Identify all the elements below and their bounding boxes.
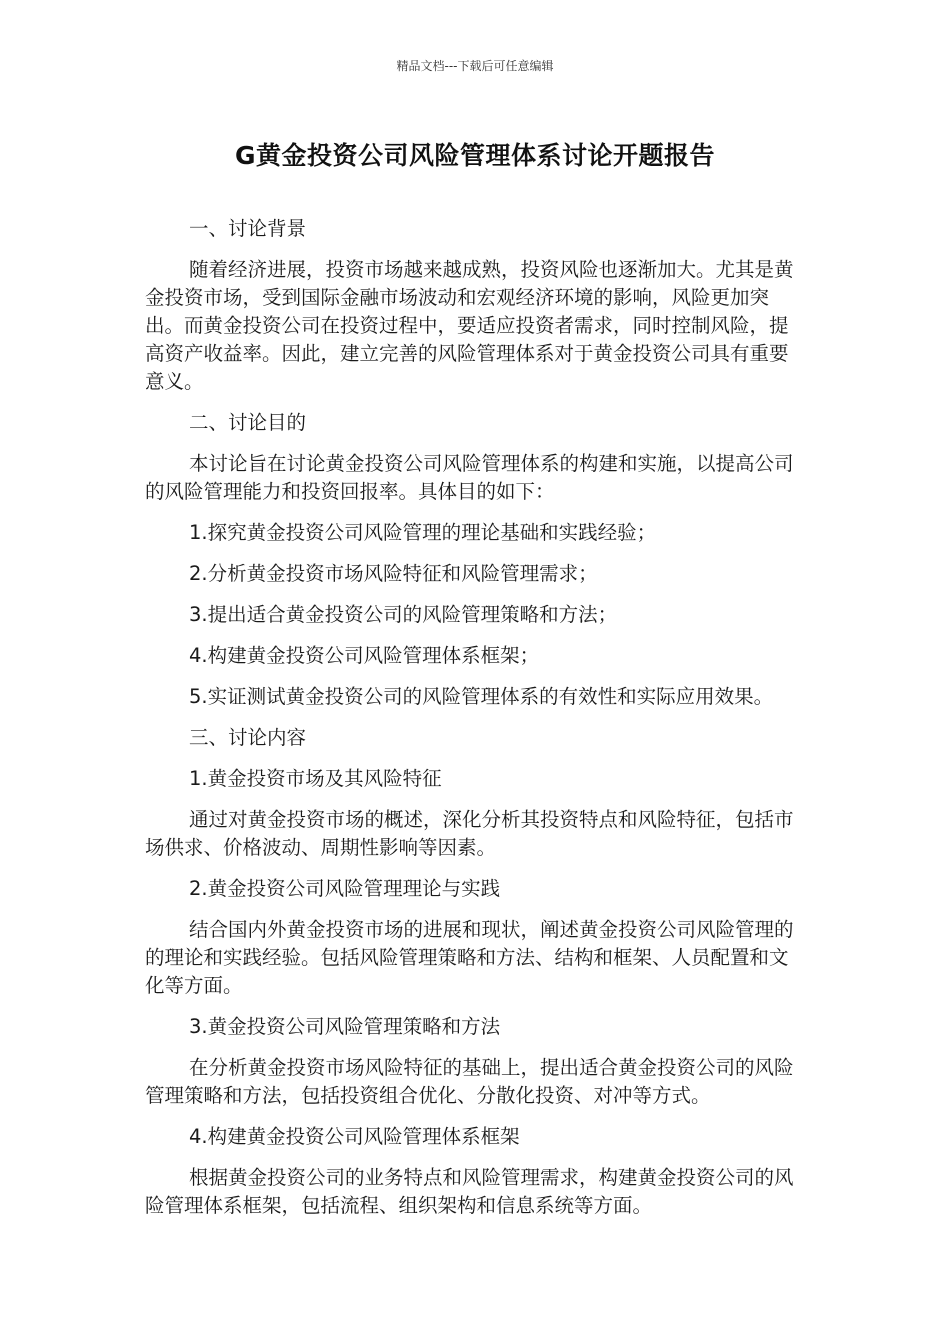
paragraph-background: 随着经济进展，投资市场越来越成熟，投资风险也逐渐加大。尤其是黄金投资市场，受到国际金融市场波动和宏观经济环境的影响，风险更加突出。而黄金投资公司在投资过程中，要适应投资者需求，同时控制风险，提高资产收益率。因此，建立完善的风险管理体系对于黄金投资公司具有重要意义。 xyxy=(145,258,794,393)
paragraph-theory: 结合国内外黄金投资市场的进展和现状，阐述黄金投资公司风险管理的的理论和实践经验。包括风险管理策略和方法、结构和框架、人员配置和文化等方面。 xyxy=(145,918,794,997)
paragraph-market: 通过对黄金投资市场的概述，深化分析其投资特点和风险特征，包括市场供求、价格波动、周期性影响等因素。 xyxy=(145,808,794,859)
purpose-item-5: 5.实证测试黄金投资公司的风险管理体系的有效性和实际应用效果。 xyxy=(189,685,774,708)
subheading-theory: 2.黄金投资公司风险管理理论与实践 xyxy=(189,877,501,900)
subheading-framework: 4.构建黄金投资公司风险管理体系框架 xyxy=(189,1125,520,1148)
purpose-item-4: 4.构建黄金投资公司风险管理体系框架； xyxy=(189,644,540,667)
document-body xyxy=(145,215,805,1233)
document-title: G黄金投资公司风险管理体系讨论开题报告 xyxy=(234,141,716,170)
header-note: 精品文档---下载后可任意编辑 xyxy=(396,59,554,73)
purpose-item-2: 2.分析黄金投资市场风险特征和风险管理需求； xyxy=(189,562,598,585)
purpose-item-3: 3.提出适合黄金投资公司的风险管理策略和方法； xyxy=(189,603,618,626)
section-heading-background: 一、讨论背景 xyxy=(189,217,307,240)
subheading-strategy: 3.黄金投资公司风险管理策略和方法 xyxy=(189,1015,501,1038)
subheading-market: 1.黄金投资市场及其风险特征 xyxy=(189,767,442,790)
paragraph-framework: 根据黄金投资公司的业务特点和风险管理需求，构建黄金投资公司的风险管理体系框架，包括流程、组织架构和信息系统等方面。 xyxy=(145,1166,794,1217)
section-heading-content: 三、讨论内容 xyxy=(189,726,307,749)
section-heading-purpose: 二、讨论目的 xyxy=(189,411,307,434)
paragraph-purpose: 本讨论旨在讨论黄金投资公司风险管理体系的构建和实施，以提高公司的风险管理能力和投资回报率。具体目的如下： xyxy=(145,452,794,503)
paragraph-strategy: 在分析黄金投资市场风险特征的基础上，提出适合黄金投资公司的风险管理策略和方法，包括投资组合优化、分散化投资、对冲等方式。 xyxy=(145,1056,794,1107)
purpose-item-1: 1.探究黄金投资公司风险管理的理论基础和实践经验； xyxy=(189,521,657,544)
